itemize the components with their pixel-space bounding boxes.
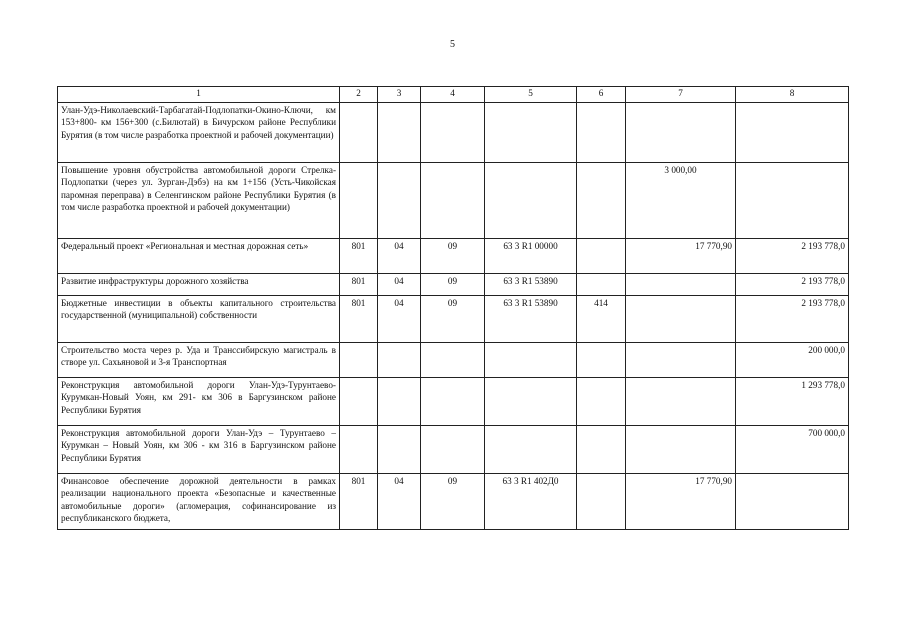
cell-ministry: 801 xyxy=(340,296,378,343)
cell-expense-type xyxy=(577,163,626,239)
cell-expense-type xyxy=(577,378,626,426)
cell-amount-8 xyxy=(736,163,849,239)
row-name: Реконструкция автомобильной дороги Улан-Удэ-Турунтаево-Курумкан-Новый Уоян, км 291- км 306 в Баргузинском районе Республики Бурятия xyxy=(58,378,340,426)
cell-amount-8 xyxy=(736,103,849,163)
cell-target-code: 63 3 R1 00000 xyxy=(485,239,577,274)
cell-ministry: 801 xyxy=(340,474,378,530)
table-row xyxy=(58,474,849,530)
row-name: Строительство моста через р. Уда и Транссибирскую магистраль в створе ул. Сахьяновой и 3-я Транспортная xyxy=(58,343,340,378)
cell-amount-8: 2 193 778,0 xyxy=(736,274,849,296)
table-row xyxy=(58,378,849,426)
cell-ministry xyxy=(340,163,378,239)
cell-section xyxy=(378,426,421,474)
cell-section xyxy=(378,343,421,378)
cell-target-code xyxy=(485,103,577,163)
header-cell: 6 xyxy=(577,87,626,103)
cell-amount-7: 3 000,00 xyxy=(626,163,736,239)
cell-amount-7 xyxy=(626,296,736,343)
cell-target-code xyxy=(485,163,577,239)
cell-section xyxy=(378,103,421,163)
cell-section xyxy=(378,163,421,239)
cell-ministry: 801 xyxy=(340,239,378,274)
cell-amount-8: 200 000,0 xyxy=(736,343,849,378)
cell-section: 04 xyxy=(378,296,421,343)
cell-amount-7 xyxy=(626,103,736,163)
cell-subsection xyxy=(421,163,485,239)
cell-target-code: 63 3 R1 53890 xyxy=(485,274,577,296)
header-cell: 4 xyxy=(421,87,485,103)
header-cell: 3 xyxy=(378,87,421,103)
cell-ministry xyxy=(340,103,378,163)
header-cell: 2 xyxy=(340,87,378,103)
cell-amount-7 xyxy=(626,378,736,426)
cell-expense-type xyxy=(577,274,626,296)
table-row xyxy=(58,426,849,474)
table-row xyxy=(58,103,849,163)
cell-subsection xyxy=(421,378,485,426)
row-name: Реконструкция автомобильной дороги Улан-Удэ – Турунтаево – Курумкан – Новый Уоян, км 306 - км 316 в Баргузинском районе Республики Бурятия xyxy=(58,426,340,474)
row-name: Бюджетные инвестиции в объекты капитального строительства государственной (муниципальной) собственности xyxy=(58,296,340,343)
cell-amount-7: 17 770,90 xyxy=(626,474,736,530)
cell-subsection: 09 xyxy=(421,296,485,343)
header-cell: 7 xyxy=(626,87,736,103)
cell-expense-type xyxy=(577,239,626,274)
table-row xyxy=(58,343,849,378)
cell-expense-type xyxy=(577,474,626,530)
table-row xyxy=(58,163,849,239)
cell-expense-type: 414 xyxy=(577,296,626,343)
cell-ministry xyxy=(340,343,378,378)
cell-ministry: 801 xyxy=(340,274,378,296)
cell-amount-7: 17 770,90 xyxy=(626,239,736,274)
page-number: 5 xyxy=(450,39,455,50)
cell-amount-7 xyxy=(626,274,736,296)
table-header-row xyxy=(58,87,849,103)
cell-subsection: 09 xyxy=(421,474,485,530)
cell-section xyxy=(378,378,421,426)
row-name: Развитие инфраструктуры дорожного хозяйства xyxy=(58,274,340,296)
cell-expense-type xyxy=(577,426,626,474)
row-name: Финансовое обеспечение дорожной деятельности в рамках реализации национального проекта «Безопасные и качественные автомобильные дороги» (агломерация, софинансирование из республиканского бюджета, xyxy=(58,474,340,530)
row-name: Улан-Удэ-Николаевский-Тарбагатай-Подлопатки-Окино-Ключи, км 153+800- км 156+300 (с.Билютай) в Бичурском районе Республики Бурятия (в том числе разработка проектной и рабочей документации) xyxy=(58,103,340,163)
header-cell: 8 xyxy=(736,87,849,103)
cell-expense-type xyxy=(577,103,626,163)
cell-subsection xyxy=(421,343,485,378)
header-cell: 1 xyxy=(58,87,340,103)
cell-target-code: 63 3 R1 53890 xyxy=(485,296,577,343)
cell-subsection: 09 xyxy=(421,274,485,296)
cell-subsection: 09 xyxy=(421,239,485,274)
cell-amount-8 xyxy=(736,474,849,530)
budget-table xyxy=(57,86,849,530)
table-row xyxy=(58,296,849,343)
cell-amount-7 xyxy=(626,426,736,474)
cell-ministry xyxy=(340,426,378,474)
cell-ministry xyxy=(340,378,378,426)
cell-target-code xyxy=(485,426,577,474)
cell-amount-8: 2 193 778,0 xyxy=(736,239,849,274)
cell-subsection xyxy=(421,426,485,474)
row-name: Федеральный проект «Региональная и местная дорожная сеть» xyxy=(58,239,340,274)
cell-target-code xyxy=(485,378,577,426)
cell-target-code xyxy=(485,343,577,378)
cell-amount-7 xyxy=(626,343,736,378)
cell-section: 04 xyxy=(378,474,421,530)
cell-section: 04 xyxy=(378,274,421,296)
cell-target-code: 63 3 R1 402Д0 xyxy=(485,474,577,530)
cell-subsection xyxy=(421,103,485,163)
table-row xyxy=(58,274,849,296)
cell-expense-type xyxy=(577,343,626,378)
cell-amount-8: 700 000,0 xyxy=(736,426,849,474)
header-cell: 5 xyxy=(485,87,577,103)
cell-amount-8: 1 293 778,0 xyxy=(736,378,849,426)
cell-section: 04 xyxy=(378,239,421,274)
row-name: Повышение уровня обустройства автомобильной дороги Стрелка-Подлопатки (через ул. Зурган-Дэбэ) на км 1+156 (Усть-Чикойская паромная переправа) в Селенгинском районе Республики Бурятия (в том числе разработка проектной и рабочей документации) xyxy=(58,163,340,239)
cell-amount-8: 2 193 778,0 xyxy=(736,296,849,343)
table-row xyxy=(58,239,849,274)
